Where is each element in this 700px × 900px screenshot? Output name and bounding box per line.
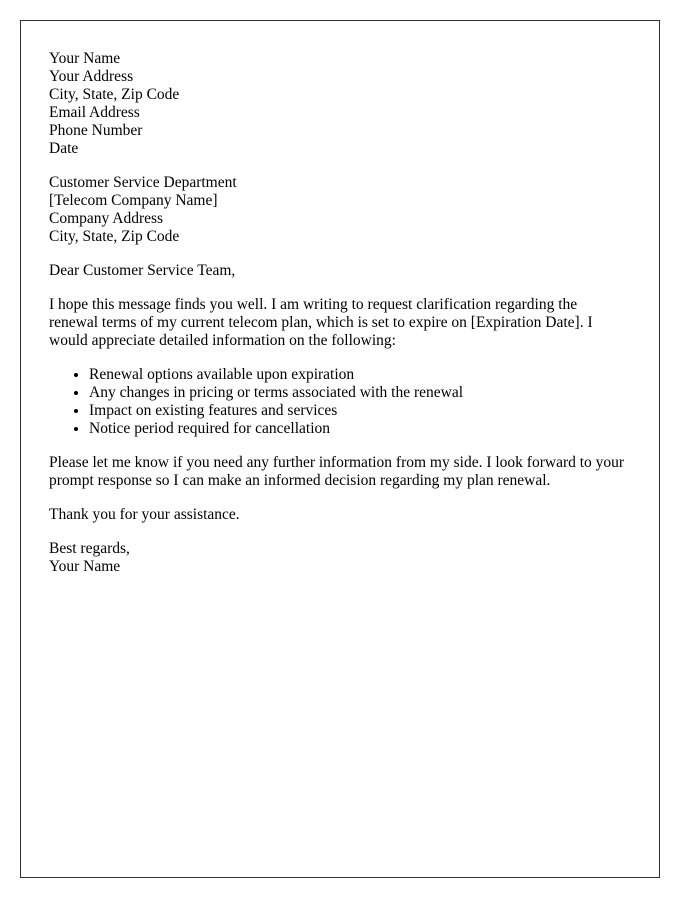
closing-block: [49, 540, 629, 576]
letter-page: [20, 20, 660, 878]
signature-name: Your Name: [49, 558, 121, 575]
letter-content: [49, 50, 629, 592]
sender-address: Your Address: [49, 68, 134, 85]
sender-email: Email Address: [49, 104, 140, 121]
sender-city-state-zip: City, State, Zip Code: [49, 86, 180, 103]
recipient-address: Company Address: [49, 210, 164, 227]
intro-paragraph: I hope this message finds you well. I am writing to request clarification regarding the renewal terms of my current telecom plan, which is set to expire on [Expiration Date]. I would appreciate detailed information on the following:: [49, 296, 593, 349]
thanks-paragraph: Thank you for your assistance.: [49, 506, 240, 523]
request-list: [49, 366, 629, 438]
recipient-city-state-zip: City, State, Zip Code: [49, 228, 180, 245]
list-item: • Impact on existing features and services: [89, 402, 629, 420]
recipient-company: [Telecom Company Name]: [49, 192, 218, 209]
valediction: Best regards,: [49, 540, 130, 557]
list-item: • Notice period required for cancellation: [89, 420, 629, 438]
sender-name: Your Name: [49, 50, 121, 67]
list-item: • Renewal options available upon expiration: [89, 366, 629, 384]
list-item: • Any changes in pricing or terms associated with the renewal: [89, 384, 629, 402]
sender-block: [49, 50, 629, 158]
recipient-block: [49, 174, 629, 246]
followup-paragraph: Please let me know if you need any further information from my side. I look forward to your prompt response so I can make an informed decision regarding my plan renewal.: [49, 454, 625, 489]
sender-date: Date: [49, 140, 79, 157]
salutation: Dear Customer Service Team,: [49, 262, 236, 279]
sender-phone: Phone Number: [49, 122, 143, 139]
recipient-department: Customer Service Department: [49, 174, 237, 191]
